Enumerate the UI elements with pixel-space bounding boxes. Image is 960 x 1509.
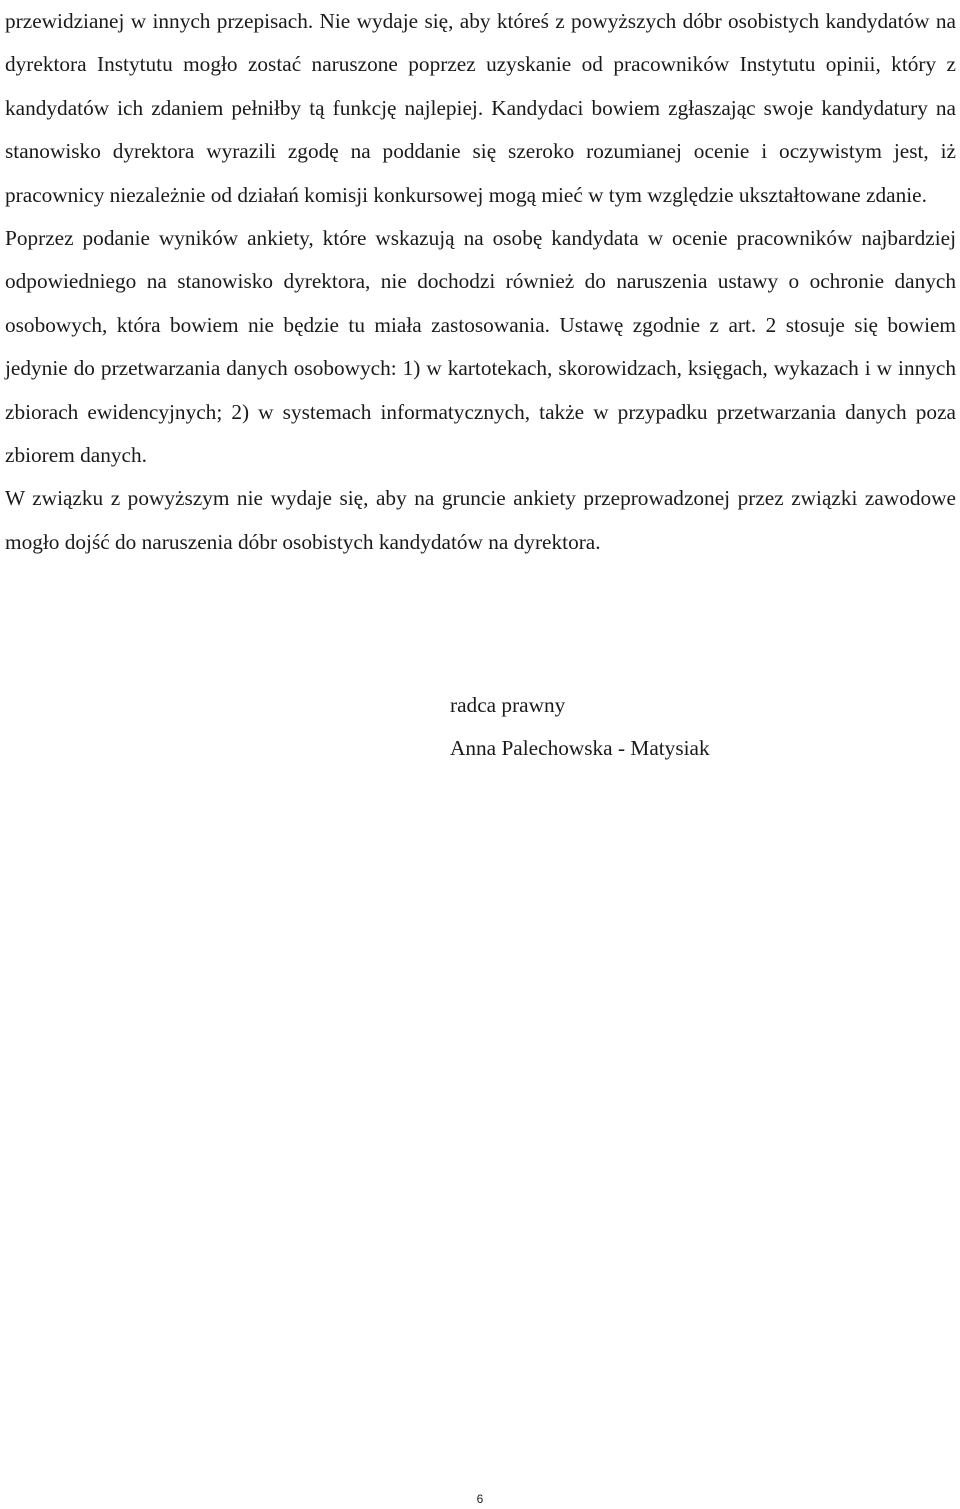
page-number: 6 <box>476 1492 484 1506</box>
paragraph-3: W związku z powyższym nie wydaje się, aby na gruncie ankiety przeprowadzonej przez związki zawodowe mogło dojść do naruszenia dóbr osobistych kandydatów na dyrektora. <box>5 486 956 554</box>
paragraph-2: Poprzez podanie wyników ankiety, które wskazują na osobę kandydata w ocenie pracowników najbardziej odpowiedniego na stanowisko dyrektora, nie dochodzi również do naruszenia ustawy o ochronie danych osobowych, która bowiem nie będzie tu miała zastosowania. Ustawę zgodnie z art. 2 stosuje się bowiem jedynie do przetwarzania danych osobowych: 1) w kartotekach, skorowidzach, księgach, wykazach i w innych zbiorach ewidencyjnych; 2) w systemach informatycznych, także w przypadku przetwarzania danych poza zbiorem danych. <box>5 226 956 468</box>
signature-block <box>450 684 710 771</box>
signature-name: Anna Palechowska - Matysiak <box>450 736 710 761</box>
signature-role: radca prawny <box>450 693 566 717</box>
paragraph-1: przewidzianej w innych przepisach. Nie wydaje się, aby któreś z powyższych dóbr osobistych kandydatów na dyrektora Instytutu mogło zostać naruszone poprzez uzyskanie od pracowników Instytutu opinii, który z kandydatów ich zdaniem pełniłby tą funkcję najlepiej. Kandydaci bowiem zgłaszając swoje kandydatury na stanowisko dyrektora wyrazili zgodę na poddanie się szeroko rozumianej ocenie i oczywistym jest, iż pracownicy niezależnie od działań komisji konkursowej mogą mieć w tym względzie ukształtowane zdanie. <box>5 9 956 207</box>
document-body <box>5 0 956 564</box>
